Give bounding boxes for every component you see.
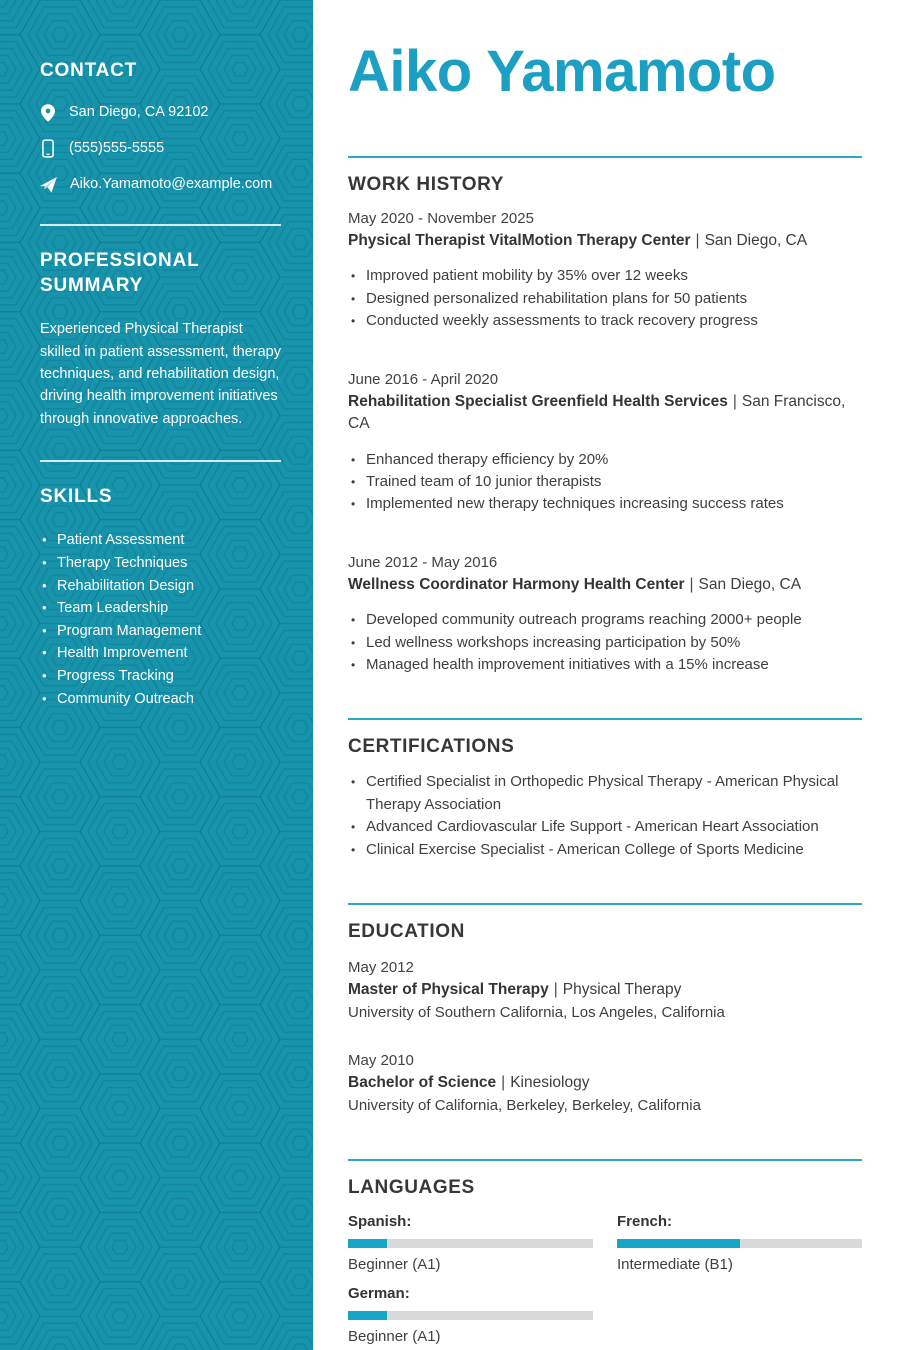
section-divider xyxy=(348,718,862,720)
job-title-line xyxy=(348,574,862,597)
contact-item-email xyxy=(40,175,281,194)
job-dates: June 2016 - April 2020 xyxy=(348,370,499,388)
contact-item-phone xyxy=(40,139,281,158)
send-icon xyxy=(40,177,57,193)
skills-list xyxy=(40,529,281,710)
job-bullet: • Designed personalized rehabilitation plans for 50 patients xyxy=(348,288,862,310)
certification-item: • Certified Specialist in Orthopedic Physical Therapy - American Physical Therapy Association xyxy=(348,771,862,816)
language-level: Intermediate (B1) xyxy=(617,1256,733,1274)
skill-item: • Therapy Techniques xyxy=(40,552,281,575)
skill-item: • Community Outreach xyxy=(40,688,281,711)
skill-item: • Program Management xyxy=(40,620,281,643)
skill-item: • Progress Tracking xyxy=(40,665,281,688)
languages-grid xyxy=(348,1213,862,1345)
language-progress-track xyxy=(617,1239,862,1248)
education-school: University of California, Berkeley, Berkeley, California xyxy=(348,1096,701,1114)
sidebar-content xyxy=(0,0,313,710)
language-level: Beginner (A1) xyxy=(348,1256,441,1274)
section-divider xyxy=(348,156,862,158)
job-title-line xyxy=(348,230,862,253)
education-entry xyxy=(348,957,862,1024)
job-bullet-list xyxy=(348,609,862,676)
job-bullet-list xyxy=(348,265,862,332)
job-bullet: • Developed community outreach programs reaching 2000+ people xyxy=(348,609,862,631)
education-field: Kinesiology xyxy=(510,1074,590,1092)
job-dates: May 2020 - November 2025 xyxy=(348,209,534,227)
main-column xyxy=(313,0,900,1345)
education-degree-line xyxy=(348,1072,862,1095)
skill-item: • Patient Assessment xyxy=(40,529,281,552)
language-entry-spanish xyxy=(348,1213,593,1273)
language-entry-french xyxy=(617,1213,862,1273)
pipe-separator: | xyxy=(553,981,558,999)
job-bullet: • Implemented new therapy techniques increasing success rates xyxy=(348,493,862,515)
job-dates: June 2012 - May 2016 xyxy=(348,553,498,571)
skills-heading: SKILLS xyxy=(40,486,113,508)
language-progress-track xyxy=(348,1239,593,1248)
sidebar-divider xyxy=(40,460,281,462)
job-location: San Francisco, CA xyxy=(348,392,846,433)
education-date: May 2012 xyxy=(348,959,414,977)
job-title-line xyxy=(348,391,862,436)
sidebar-divider xyxy=(40,224,281,226)
section-divider xyxy=(348,903,862,905)
contact-email-text: Aiko.Yamamoto@example.com xyxy=(70,176,273,193)
job-location: San Diego, CA xyxy=(704,231,808,249)
work-history-heading: WORK HISTORY xyxy=(348,173,505,195)
location-pin-icon xyxy=(40,104,56,122)
pipe-separator: | xyxy=(689,575,694,593)
job-title: Rehabilitation Specialist Greenfield Health Services xyxy=(348,392,728,410)
language-label: French: xyxy=(617,1213,673,1231)
job-bullet: • Managed health improvement initiatives with a 15% increase xyxy=(348,654,862,676)
job-bullet: • Conducted weekly assessments to track recovery progress xyxy=(348,310,862,332)
summary-heading: PROFESSIONAL SUMMARY xyxy=(40,250,200,297)
job-bullet-list xyxy=(348,449,862,516)
education-date: May 2010 xyxy=(348,1052,414,1070)
contact-item-location xyxy=(40,103,281,122)
candidate-name: Aiko Yamamoto xyxy=(348,39,776,104)
certification-item: • Advanced Cardiovascular Life Support - American Heart Association xyxy=(348,816,862,838)
pipe-separator: | xyxy=(732,392,737,410)
section-divider xyxy=(348,1159,862,1161)
language-label: Spanish: xyxy=(348,1213,412,1231)
language-progress-fill xyxy=(348,1311,387,1320)
language-progress-track xyxy=(348,1311,593,1320)
language-progress-fill xyxy=(348,1239,387,1248)
sidebar xyxy=(0,0,313,1350)
job-title: Physical Therapist VitalMotion Therapy Center xyxy=(348,231,691,249)
job-bullet: • Led wellness workshops increasing participation by 50% xyxy=(348,632,862,654)
education-school: University of Southern California, Los Angeles, California xyxy=(348,1003,725,1021)
pipe-separator: | xyxy=(695,231,700,249)
job-location: San Diego, CA xyxy=(698,575,802,593)
summary-text: Experienced Physical Therapist skilled in patient assessment, therapy techniques, and rehabilitation design, driving health improvement initiatives through innovative approaches. xyxy=(40,321,281,427)
contact-heading: CONTACT xyxy=(40,60,138,81)
job-entry xyxy=(348,369,862,516)
language-level: Beginner (A1) xyxy=(348,1328,441,1346)
language-label: German: xyxy=(348,1285,410,1303)
certifications-heading: CERTIFICATIONS xyxy=(348,736,515,758)
skill-item: • Health Improvement xyxy=(40,642,281,665)
job-entry xyxy=(348,552,862,677)
job-bullet: • Improved patient mobility by 35% over 12 weeks xyxy=(348,265,862,287)
contact-phone-text: (555)555-5555 xyxy=(69,140,165,157)
education-entry xyxy=(348,1050,862,1117)
job-entry xyxy=(348,208,862,333)
education-degree: Master of Physical Therapy xyxy=(348,981,549,999)
skill-item: • Team Leadership xyxy=(40,597,281,620)
phone-icon xyxy=(40,139,56,158)
language-progress-fill xyxy=(617,1239,740,1248)
pipe-separator: | xyxy=(501,1074,506,1092)
contact-location-text: San Diego, CA 92102 xyxy=(69,104,209,121)
job-bullet: • Trained team of 10 junior therapists xyxy=(348,471,862,493)
job-bullet: • Enhanced therapy efficiency by 20% xyxy=(348,449,862,471)
language-entry-german xyxy=(348,1285,593,1345)
certification-item: • Clinical Exercise Specialist - American College of Sports Medicine xyxy=(348,839,862,861)
job-title: Wellness Coordinator Harmony Health Center xyxy=(348,575,685,593)
certifications-list xyxy=(348,771,862,861)
skill-item: • Rehabilitation Design xyxy=(40,575,281,598)
education-degree: Bachelor of Science xyxy=(348,1074,497,1092)
education-degree-line xyxy=(348,979,862,1002)
education-heading: EDUCATION xyxy=(348,921,465,943)
languages-heading: LANGUAGES xyxy=(348,1177,475,1199)
education-field: Physical Therapy xyxy=(562,981,682,999)
